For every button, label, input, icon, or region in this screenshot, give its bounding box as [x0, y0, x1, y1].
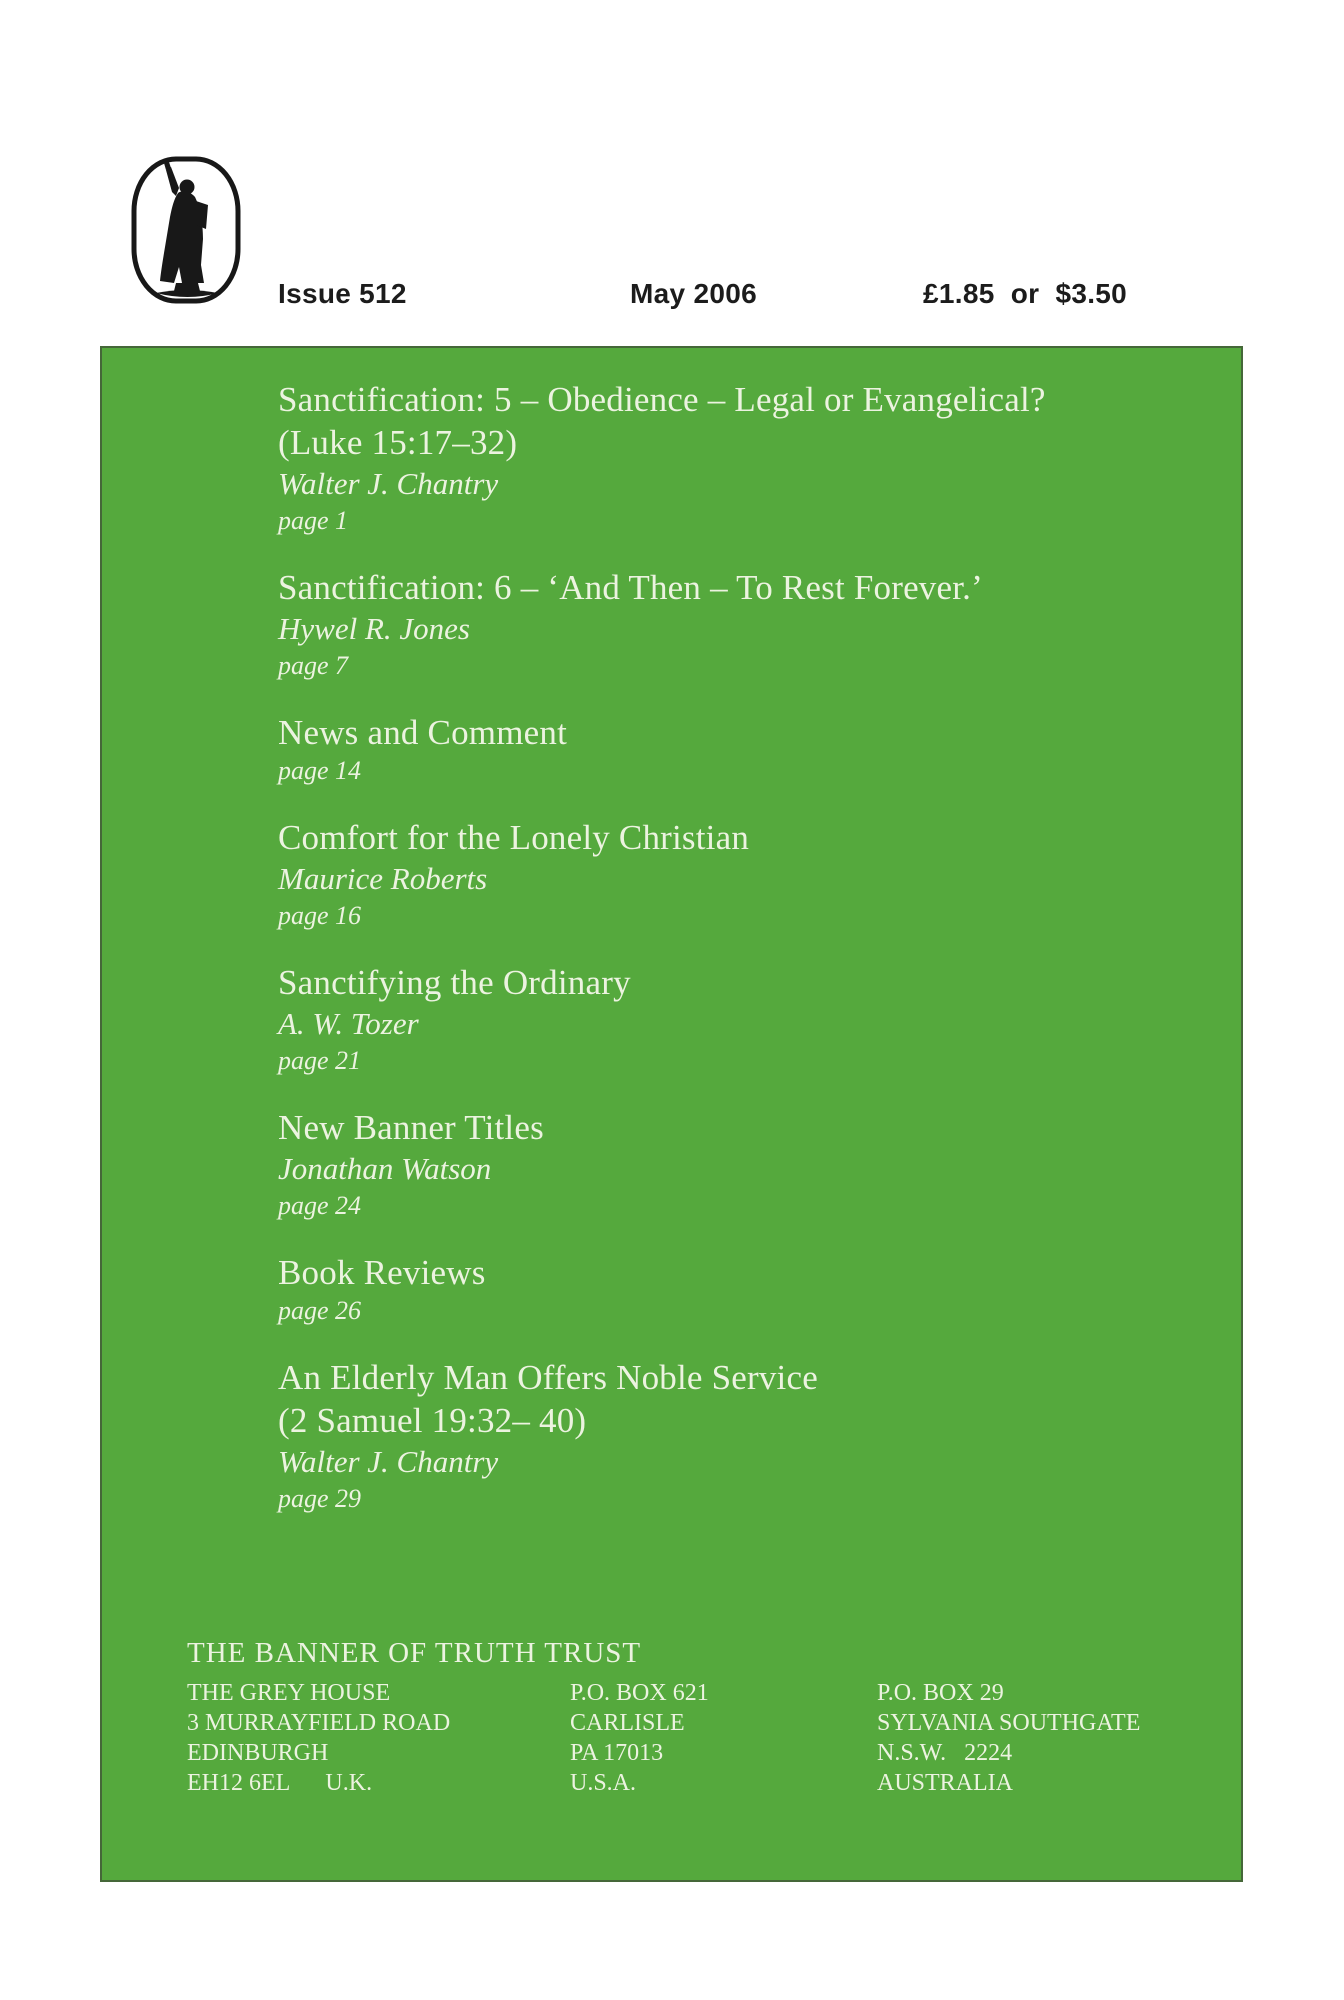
toc-page-ref: page 7 — [278, 651, 349, 680]
toc-title-line: Sanctification: 6 – ‘And Then – To Rest Forever.’ — [278, 568, 983, 607]
address-line: THE GREY HOUSE — [187, 1680, 391, 1706]
toc-item — [278, 1251, 1211, 1328]
address-line: EDINBURGH — [187, 1740, 329, 1766]
price-label: £1.85 or $3.50 — [923, 278, 1128, 309]
toc-page-ref: page 26 — [278, 1296, 362, 1325]
toc-page-ref: page 24 — [278, 1191, 362, 1220]
toc-item — [278, 378, 1211, 538]
toc-author: Walter J. Chantry — [278, 1444, 499, 1479]
date-label: May 2006 — [630, 278, 757, 309]
address-column-usa — [570, 1678, 877, 1798]
toc-page-ref: page 1 — [278, 506, 349, 535]
address-line: P.O. BOX 29 — [877, 1680, 1004, 1706]
toc-item — [278, 816, 1211, 933]
toc-item — [278, 961, 1211, 1078]
toc-title-line: Book Reviews — [278, 1253, 486, 1292]
toc-title-line: An Elderly Man Offers Noble Service — [278, 1358, 818, 1397]
address-line: CARLISLE — [570, 1710, 685, 1736]
publisher-block — [187, 1636, 1207, 1798]
contents-panel — [100, 346, 1243, 1882]
address-line: U.S.A. — [570, 1770, 637, 1796]
toc-title-line: New Banner Titles — [278, 1108, 544, 1147]
toc-item — [278, 566, 1211, 683]
toc-title-line: (Luke 15:17–32) — [278, 423, 518, 462]
toc-title-line: (2 Samuel 19:32– 40) — [278, 1401, 587, 1440]
toc-page-ref: page 16 — [278, 901, 362, 930]
address-line: PA 17013 — [570, 1740, 664, 1766]
toc-page-ref: page 29 — [278, 1484, 362, 1513]
publisher-name: THE BANNER OF TRUTH TRUST — [187, 1637, 642, 1669]
address-line: P.O. BOX 621 — [570, 1680, 709, 1706]
toc-title-line: Sanctification: 5 – Obedience – Legal or Evangelical? — [278, 380, 1046, 419]
toc-page-ref: page 21 — [278, 1046, 362, 1075]
address-line: SYLVANIA SOUTHGATE — [877, 1710, 1141, 1736]
banner-of-truth-preacher-logo-icon — [130, 155, 242, 305]
toc-title-line: Comfort for the Lonely Christian — [278, 818, 750, 857]
toc-author: Jonathan Watson — [278, 1151, 492, 1186]
address-column-australia — [877, 1678, 1140, 1798]
address-line: EH12 6EL U.K. — [187, 1770, 373, 1796]
toc-page-ref: page 14 — [278, 756, 362, 785]
toc-author: Walter J. Chantry — [278, 466, 499, 501]
address-column-uk — [187, 1678, 570, 1798]
toc-title-line: News and Comment — [278, 713, 567, 752]
toc-author: Hywel R. Jones — [278, 611, 470, 646]
toc-item — [278, 1356, 1211, 1516]
address-line: 3 MURRAYFIELD ROAD — [187, 1710, 451, 1736]
address-line: AUSTRALIA — [877, 1770, 1013, 1796]
table-of-contents — [102, 348, 1241, 1516]
toc-item — [278, 1106, 1211, 1223]
toc-title-line: Sanctifying the Ordinary — [278, 963, 631, 1002]
issue-label: Issue 512 — [278, 278, 407, 309]
address-line: N.S.W. 2224 — [877, 1740, 1013, 1766]
toc-author: A. W. Tozer — [278, 1006, 419, 1041]
publisher-addresses — [187, 1678, 1207, 1798]
toc-author: Maurice Roberts — [278, 861, 488, 896]
toc-item — [278, 711, 1211, 788]
magazine-header — [0, 0, 1344, 346]
